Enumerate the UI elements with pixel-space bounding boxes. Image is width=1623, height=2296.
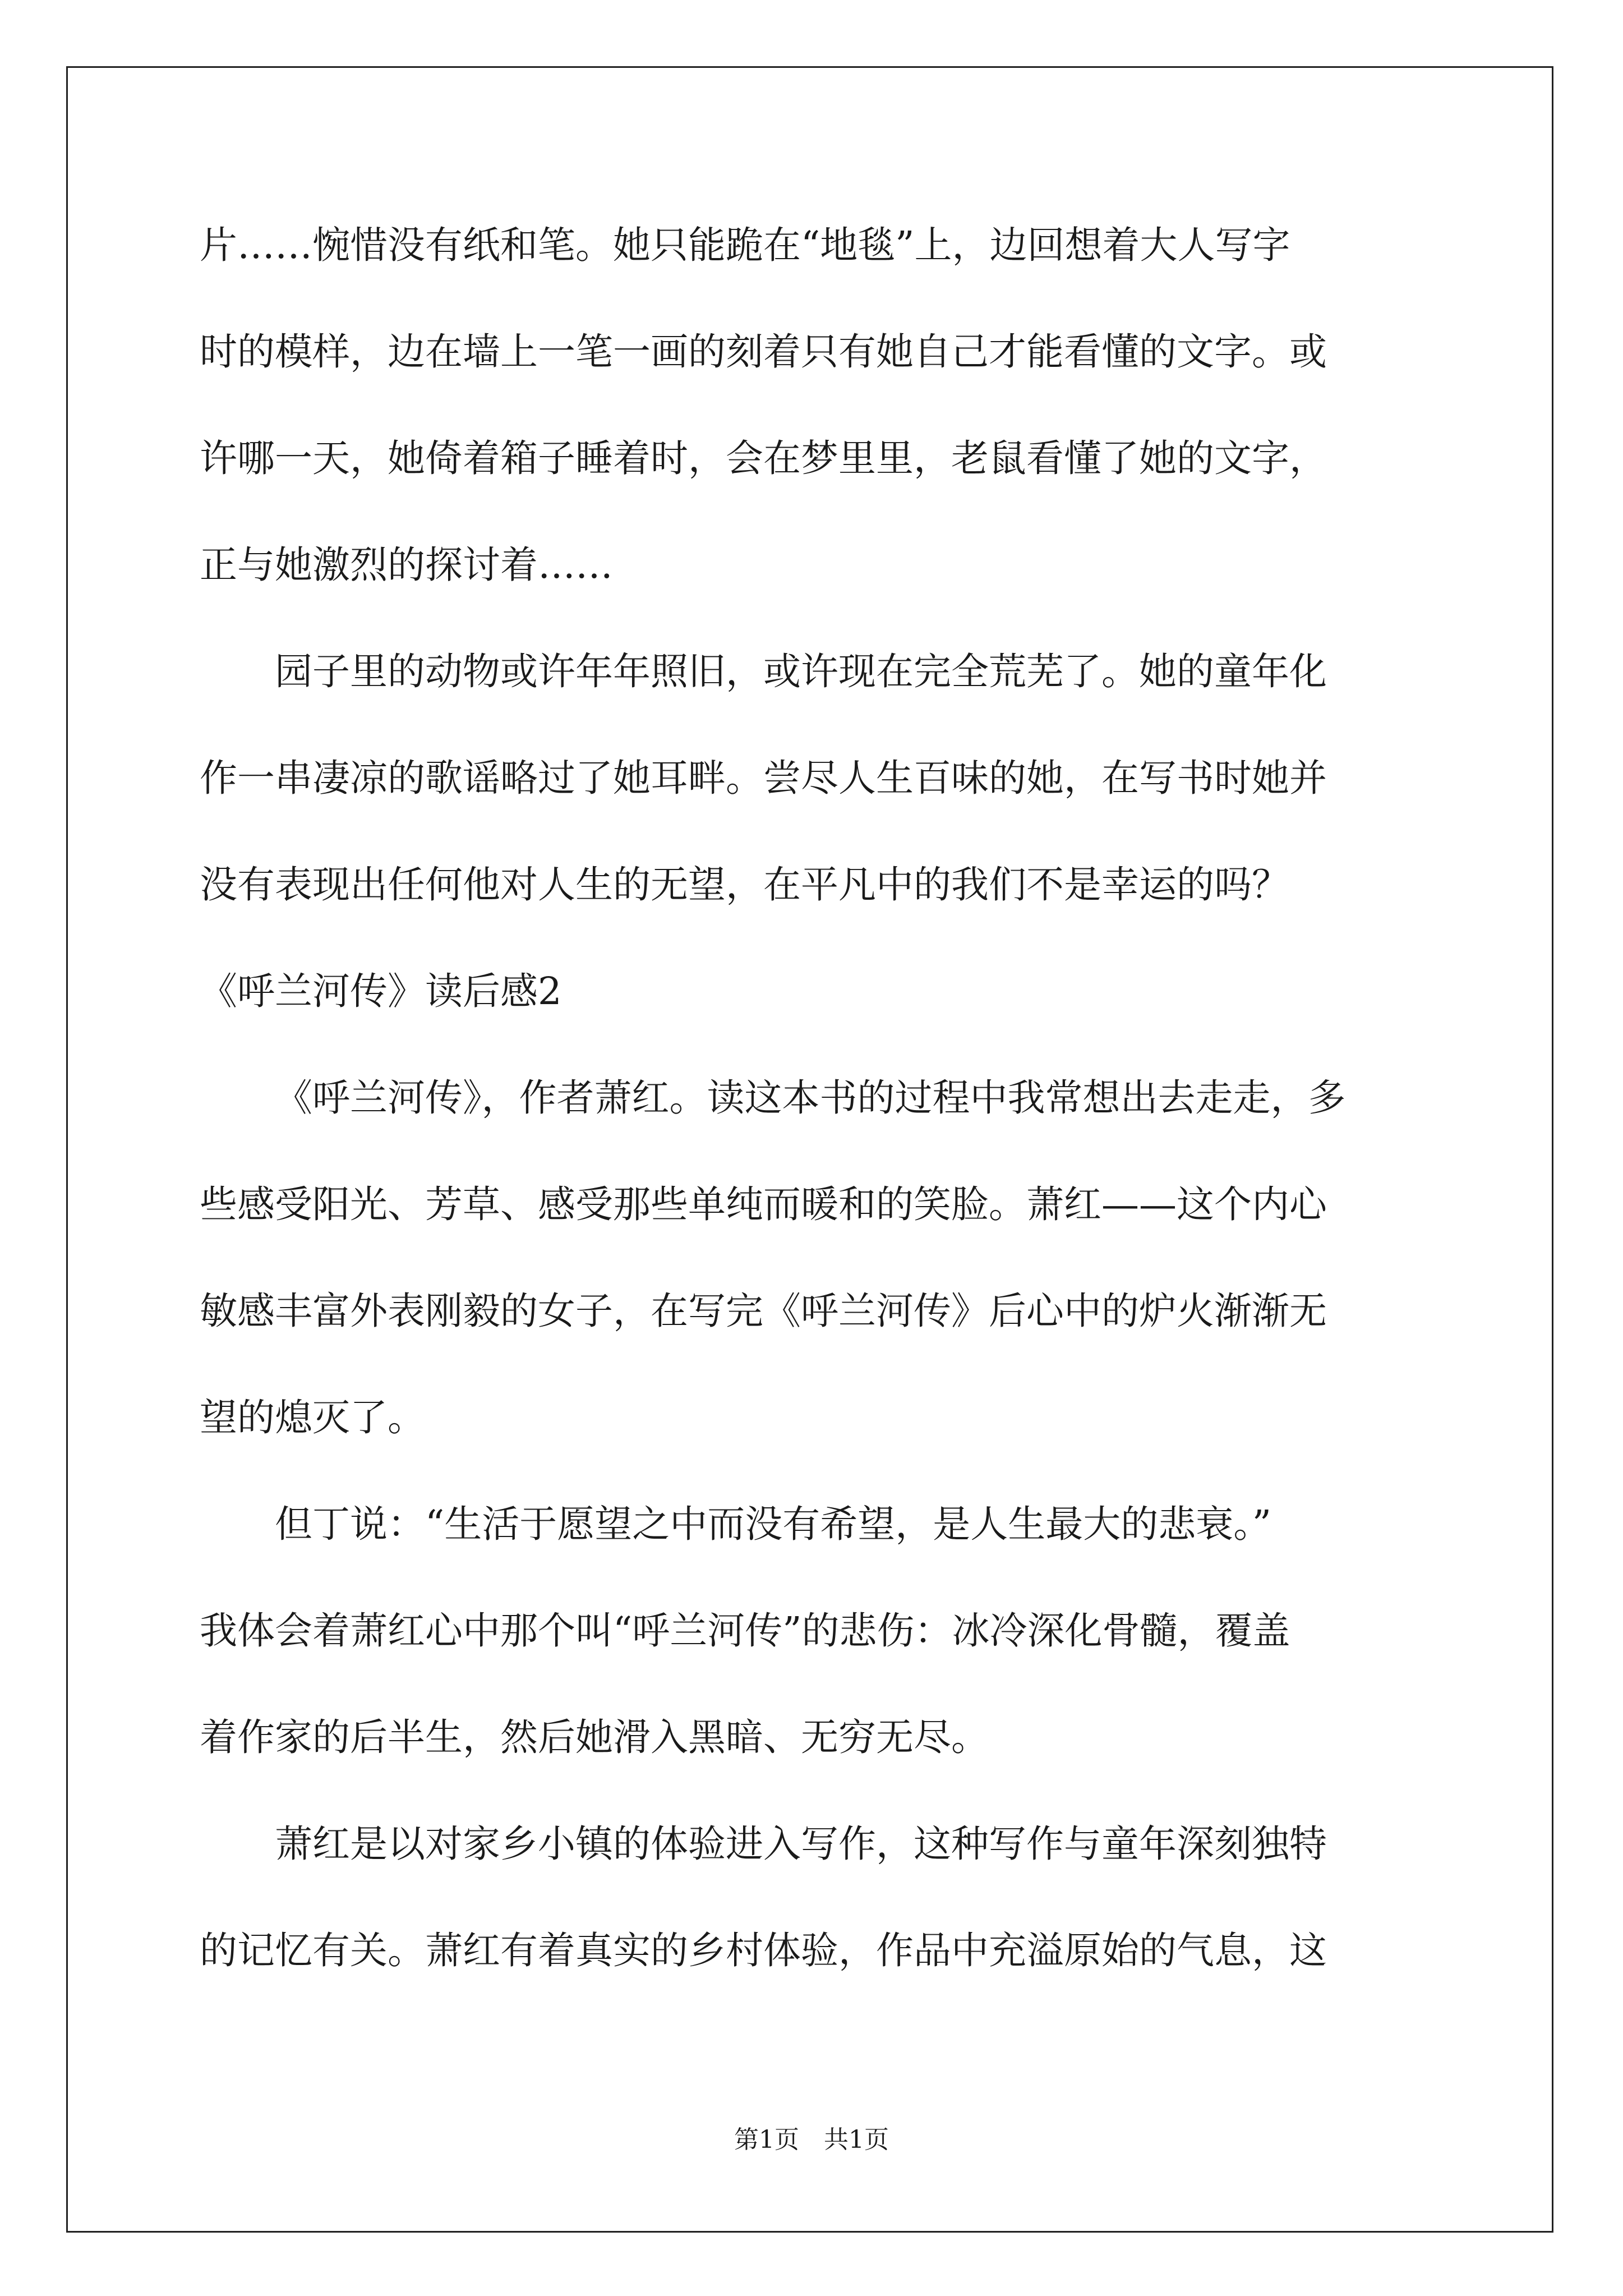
paragraph-start-line: 萧红是以对家乡小镇的体验进入写作，这种写作与童年深刻独特	[275, 1822, 1327, 1866]
text-line: 的记忆有关。萧红有着真实的乡村体验，作品中充溢原始的气息，这	[200, 1929, 1327, 1972]
text-line: 作一串凄凉的歌谣略过了她耳畔。尝尽人生百味的她，在写书时她并	[200, 756, 1327, 800]
paragraph-start-line: 但丁说：“生活于愿望之中而没有希望，是人生最大的悲衰。”	[275, 1502, 1272, 1546]
text-line: 着作家的后半生，然后她滑入黑暗、无穷无尽。	[200, 1715, 989, 1759]
text-line: 正与她激烈的探讨着……	[200, 543, 613, 587]
document-body	[200, 214, 1433, 2026]
text-line: 许哪一天，她倚着箱子睡着时，会在梦里里，老鼠看懂了她的文字，	[200, 436, 1327, 480]
text-line: 些感受阳光、芳草、感受那些单纯而暖和的笑脸。萧红——这个内心	[200, 1182, 1327, 1226]
text-line: 望的熄灭了。	[200, 1396, 425, 1439]
text-line: 敏感丰富外表刚毅的女子，在写完《呼兰河传》后心中的炉火渐渐无	[200, 1289, 1327, 1333]
text-line: 片……惋惜没有纸和笔。她只能跪在“地毯”上，边回想着大人写字	[200, 223, 1290, 267]
text-line: 我体会着萧红心中那个叫“呼兰河传”的悲伤：冰冷深化骨髓，覆盖	[200, 1609, 1290, 1653]
text-line: 没有表现出任何他对人生的无望，在平凡中的我们不是幸运的吗？	[200, 863, 1289, 907]
page-number-footer: 第1页 共1页	[734, 2125, 889, 2154]
text-line: 时的模样，边在墙上一笔一画的刻着只有她自己才能看懂的文字。或	[200, 330, 1327, 374]
section-heading: 《呼兰河传》读后感2	[200, 969, 562, 1013]
paragraph-start-line: 园子里的动物或许年年照旧，或许现在完全荒芜了。她的童年化	[275, 650, 1327, 693]
paragraph-start-line: 《呼兰河传》，作者萧红。读这本书的过程中我常想出去走走，多	[275, 1076, 1346, 1120]
